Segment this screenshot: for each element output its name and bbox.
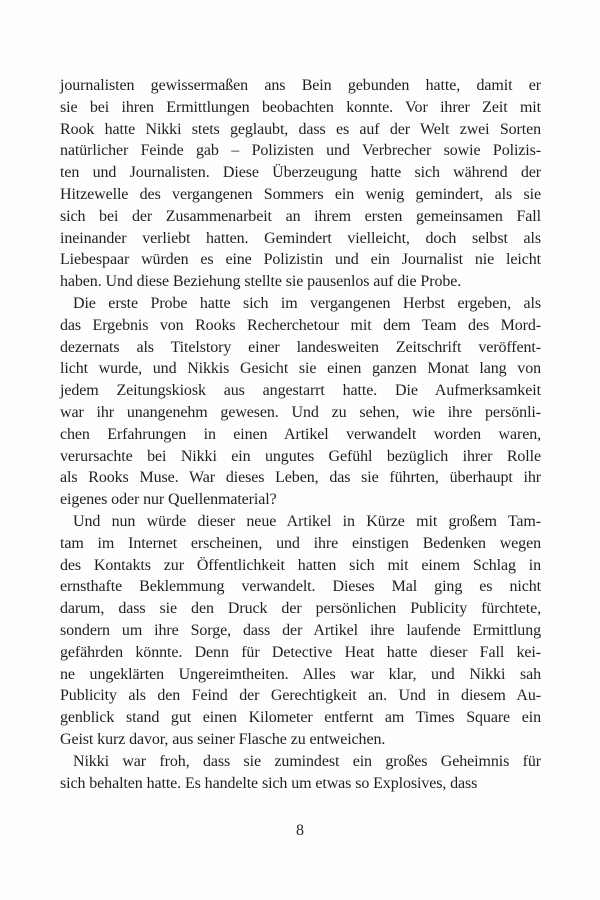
- paragraph: [60, 75, 541, 293]
- text-line: tam im Internet erscheinen, und ihre einstigen Bedenken wegen: [60, 534, 541, 552]
- paragraph: [60, 511, 541, 751]
- text-line: jedem Zeitungskiosk aus angestarrt hatte. Die Aufmerksamkeit: [60, 382, 541, 400]
- text-line: sondern um ihre Sorge, dass der Artikel ihre laufende Ermittlung: [60, 621, 541, 639]
- text-line: sie bei ihren Ermittlungen beobachten konnte. Vor ihrer Zeit mit: [60, 98, 541, 116]
- text-line: haben. Und diese Beziehung stellte sie pausenlos auf die Probe.: [60, 273, 462, 291]
- text-line: das Ergebnis von Rooks Recherchetour mit dem Team des Mord-: [60, 316, 541, 334]
- text-line: sich behalten hatte. Es handelte sich um etwas so Explosives, dass: [60, 774, 478, 792]
- paragraph: [60, 751, 541, 795]
- text-line: Und nun würde dieser neue Artikel in Kürze mit großem Tam-: [73, 512, 541, 530]
- text-line: Publicity als den Feind der Gerechtigkeit an. Und in diesem Au-: [60, 687, 541, 705]
- text-line: des Kontakts zur Öffentlichkeit hatten sich mit einem Schlag in: [60, 556, 541, 574]
- text-line: verursachte bei Nikki ein ungutes Gefühl bezüglich ihrer Rolle: [60, 447, 541, 465]
- text-line: sich bei der Zusammenarbeit an ihrem ersten gemeinsamen Fall: [60, 207, 541, 225]
- text-line: war ihr unangenehm gewesen. Und zu sehen, wie ihre persönli-: [60, 403, 541, 421]
- text-line: Die erste Probe hatte sich im vergangenen Herbst ergeben, als: [73, 294, 541, 312]
- text-line: ernsthafte Beklemmung verwandelt. Dieses Mal ging es nicht: [60, 578, 541, 596]
- text-line: journalisten gewissermaßen ans Bein gebunden hatte, damit er: [60, 77, 541, 94]
- text-line: Liebespaar würden es eine Polizistin und ein Journalist nie leicht: [60, 251, 541, 269]
- text-line: Rook hatte Nikki stets geglaubt, dass es auf der Welt zwei Sorten: [60, 120, 541, 138]
- text-line: ne ungeklärten Ungereimtheiten. Alles war klar, und Nikki sah: [60, 665, 541, 683]
- text-line: licht wurde, und Nikkis Gesicht sie einen ganzen Monat lang von: [60, 360, 541, 378]
- text-line: Hitzewelle des vergangenen Sommers ein wenig gemindert, als sie: [60, 185, 541, 203]
- text-line: natürlicher Feinde gab – Polizisten und Verbrecher sowie Polizis-: [60, 142, 541, 160]
- text-line: ineinander verliebt hatten. Gemindert vielleicht, doch selbst als: [60, 229, 541, 247]
- text-line: Geist kurz davor, aus seiner Flasche zu entweichen.: [60, 730, 386, 748]
- page-text: [60, 75, 541, 794]
- text-line: ten und Journalisten. Diese Überzeugung hatte sich während der: [60, 164, 541, 182]
- text-line: dezernats als Titelstory einer landesweiten Zeitschrift veröffent-: [60, 338, 541, 356]
- text-line: genblick stand gut einen Kilometer entfernt am Times Square ein: [60, 709, 541, 727]
- text-line: chen Erfahrungen in einen Artikel verwandelt worden waren,: [60, 425, 541, 443]
- paragraph: [60, 293, 541, 511]
- text-line: eigenes oder nur Quellenmaterial?: [60, 491, 277, 509]
- text-line: Nikki war froh, dass sie zumindest ein großes Geheimnis für: [73, 752, 541, 770]
- text-line: als Rooks Muse. War dieses Leben, das sie führten, überhaupt ihr: [60, 469, 541, 487]
- text-line: gefährden könnte. Denn für Detective Heat hatte dieser Fall kei-: [60, 643, 541, 661]
- page-number: 8: [296, 822, 304, 839]
- text-line: darum, dass sie den Druck der persönlichen Publicity fürchtete,: [60, 600, 541, 618]
